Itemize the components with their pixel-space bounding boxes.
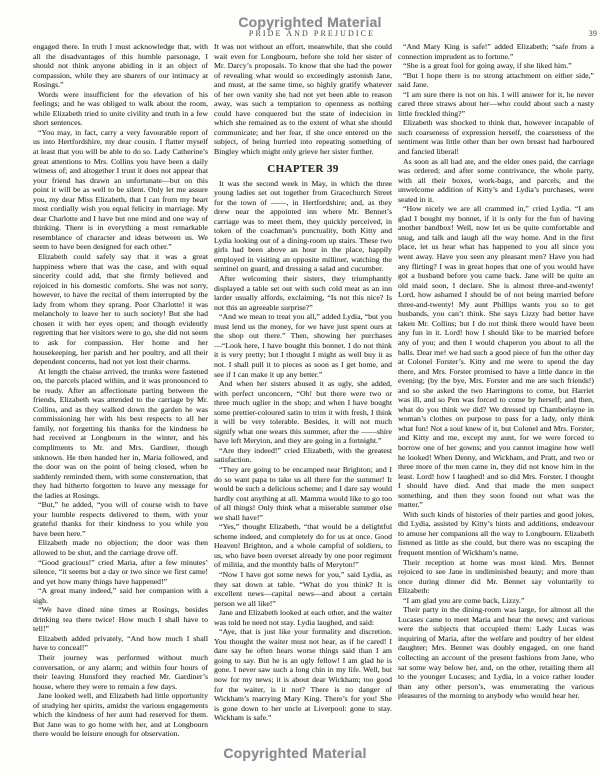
paragraph: “Yes,” thought Elizabeth, “that would be a delightful scheme indeed, and completely do for us at once. Good Heaven! Brighton, and a whole campful of soldiers, to us, who have been overset already by one poor regiment of militia, and the monthly balls of Meryton!”	[214, 522, 392, 570]
paragraph: It was the second week in May, in which the three young ladies set out together from Gracechurch Street for the town of ——, in Hertfordshire; and, as they drew near the appointed inn where Mr. Bennet’s carriage was to meet them, they quickly perceived, in token of the coachman’s punctuality, both Kitty and Lydia looking out of a dining-room up stairs. These two girls had been above an hour in the place, happily employed in visiting an opposite milliner, watching the sentinel on guard, and dressing a salad and cucumber.	[214, 178, 392, 274]
paragraph: Jane looked well, and Elizabeth had little opportunity of studying her spirits, amidst the various engagements which the kindness of her aunt had reserved for them. But Jane was to go home with her, and at Longbourn there would be leisure enough for observation.	[33, 691, 208, 739]
paragraph: Words were insufficient for the elevation of his feelings; and he was obliged to walk about the room, while Elizabeth tried to unite civility and truth in a few short sentences.	[33, 89, 208, 128]
paragraph: And when her sisters abused it as ugly, she added, with perfect unconcern, “Oh! but there were two or three much uglier in the shop; and when I have bought some prettier-coloured satin to trim it with fresh, I think it will be very tolerable. Besides, it will not much signify what one wears this summer, after the ——shire have left Meryton, and they are going in a fortnight.”	[214, 379, 392, 446]
paragraph: Their party in the dining-room was large, for almost all the Lucases came to meet Maria and hear the news; and various were the subjects that occupied them: Lady Lucas was inquiring of Maria, after the welfare and poultry of her eldest daughter; Mrs. Bennet was doubly engaged, on one hand collecting an account of the present fashions from Jane, who sat some way below her, and, on the other, retailing them all to the younger Lucases; and Lydia, in a voice rather louder than any other person’s, was enumerating the various pleasures of the morning to anybody who would hear her.	[398, 605, 594, 701]
paragraph: “I am sure there is not on his. I will answer for it, he never cared three straws about her—who could about such a nasty little freckled thing?”	[398, 89, 594, 118]
chapter-heading: CHAPTER 39	[267, 162, 339, 175]
paragraph: Elizabeth was shocked to think that, however incapable of such coarseness of expression herself, the coarseness of the sentiment was little other than her own breast had harboured and fancied liberal!	[398, 118, 594, 157]
paragraph: “Now I have got some news for you,” said Lydia, as they sat down at table. “What do you think? It is excellent news—capital news—and about a certain person we all like!”	[214, 569, 392, 608]
paragraph: With such kinds of histories of their parties and good jokes, did Lydia, assisted by Kitty’s hints and additions, endeavour to amuse her companions all the way to Longbourn. Elizabeth listened as little as she could, but there was no escaping the frequent mention of Wickham’s name.	[398, 509, 594, 557]
paragraph: “Aye, that is just like your formality and discretion. You thought the waiter must not hear, as if he cared! I dare say he often hears worse things said than I am going to say. But he is an ugly fellow! I am glad he is gone. I never saw such a long chin in my life. Well, but now for my news; it is about dear Wickham; too good for the waiter, is it not? There is no danger of Wickham’s marrying Mary King. There’s for you! She is gone down to her uncle at Liverpool: gone to stay. Wickham is safe.”	[214, 627, 392, 723]
copyright-watermark-bottom: Copyrighted Material	[223, 745, 367, 761]
paragraph: engaged there. In truth I must acknowledge that, with all the disadvantages of this humble parsonage, I should not think anyone abiding in it an object of compassion, while they are sharers of our intimacy at Rosings.”	[33, 42, 208, 90]
column-2-bottom	[214, 179, 392, 723]
paragraph: “Are they indeed!” cried Elizabeth, with the greatest satisfaction.	[214, 445, 392, 465]
paragraph: “She is a great fool for going away, if she liked him.”	[403, 61, 572, 71]
paragraph: It was not without an effort, meanwhile, that she could wait even for Longbourn, before she told her sister of Mr. Darcy’s proposals. To know that she had the power of revealing what would so exceedingly astonish Jane, and must, at the same time, so highly gratify whatever of her own vanity she had not yet been able to reason away, was such a temptation to openness as nothing could have conquered but the state of indecision in which she remained as to the extent of what she should communicate; and her fear, if she once entered on the subject, of being hurried into repeating something of Bingley which might only grieve her sister further.	[214, 42, 392, 157]
paragraph: “Good gracious!” cried Maria, after a few minutes’ silence, “it seems but a day or two since we first came! and yet how many things have happened!”	[33, 557, 208, 586]
paragraph: Jane and Elizabeth looked at each other, and the waiter was told he need not stay. Lydia laughed, and said:	[214, 608, 392, 627]
paragraph: “A great many indeed,” said her companion with a sigh.	[33, 586, 208, 605]
paragraph: Elizabeth made no objection; the door was then allowed to be shut, and the carriage drove off.	[33, 538, 208, 557]
paragraph: Elizabeth added privately, “And how much I shall have to conceal!”	[33, 633, 208, 653]
text-columns	[33, 42, 594, 748]
paragraph: As soon as all had ate, and the elder ones paid, the carriage was ordered; and after some contrivance, the whole party, with all their boxes, work-bags, and parcels, and the unwelcome addition of Kitty’s and Lydia’s purchases, were seated in it.	[398, 156, 594, 204]
paragraph: Their journey was performed without much conversation, or any alarm; and within four hours of their leaving Hunsford they reached Mr. Gardiner’s house, where they were to remain a few days.	[33, 653, 208, 691]
paragraph: “But I hope there is no strong attachment on either side,” said Jane.	[398, 70, 594, 90]
paragraph: Their reception at home was most kind. Mrs. Bennet rejoiced to see Jane in undiminished beauty; and more than once during dinner did Mr. Bennet say voluntarily to Elizabeth:	[398, 557, 594, 596]
paragraph: “How nicely we are all crammed in,” cried Lydia. “I am glad I bought my bonnet, if it is only for the fun of having another bandbox! Well, now let us be quite comfortable and snug, and talk and laugh all the way home. And in the first place, let us hear what has happened to you all since you went away. Have you seen any pleasant men? Have you had any flirting? I was in great hopes that one of you would have got a husband before you came back. Jane will be quite an old maid soon, I declare. She is almost three-and-twenty! Lord, how ashamed I should be of not being married before three-and-twenty! My aunt Phillips wants you so to get husbands, you can’t think. She says Lizzy had better have taken Mr. Collins; but I do not think there would have been any fun in it. Lord! how I should like to be married before any of you; and then I would chaperon you about to all the balls. Dear me! we had such a good piece of fun the other day at Colonel Forster’s. Kitty and me were to spend the day there, and Mrs. Forster promised to have a little dance in the evening; (by the bye, Mrs. Forster and me are such friends!) and so she asked the two Harringtons to come, but Harriet was ill, and so Pen was forced to come by herself; and then, what do you think we did? We dressed up Chamberlayne in woman’s clothes on purpose to pass for a lady, only think what fun! Not a soul knew of it, but Colonel and Mrs. Forster, and Kitty and me, except my aunt, for we were forced to borrow one of her gowns; and you cannot imagine how well he looked! When Denny, and Wickham, and Pratt, and two or three more of the men came in, they did not know him in the least. Lord! how I laughed! and so did Mrs. Forster. I thought I should have died. And that made the men suspect something, and then they soon found out what was the matter.”	[398, 204, 594, 510]
paragraph: “And we mean to treat you all,” added Lydia, “but you must lend us the money, for we have just spent ours at the shop out there.” Then, showing her purchases—“Look here, I have bought this bonnet. I do not think it is very pretty; but I thought I might as well buy it as not. I shall pull it to pieces as soon as I get home, and see if I can make it up any better.”	[214, 312, 392, 379]
paragraph: “I am glad you are come back, Lizzy.”	[403, 595, 525, 605]
column-2	[214, 42, 392, 748]
running-header-title: PRIDE AND PREJUDICE	[248, 29, 376, 38]
paragraph: After welcoming their sisters, they triumphantly displayed a table set out with such cold meat as an inn larder usually affords, exclaiming, “Is not this nice? Is not this an agreeable surprise?”	[214, 274, 392, 312]
copyright-watermark-top: Copyrighted Material	[238, 14, 382, 30]
column-1	[33, 42, 208, 748]
paragraph: At length the chaise arrived, the trunks were fastened on, the parcels placed within, and it was pronounced to be ready. After an affectionate parting between the friends, Elizabeth was attended to the carriage by Mr. Collins, and as they walked down the garden he was commissioning her with his best respects to all her family, not forgetting his thanks for the kindness he had received at Longbourn in the winter, and his compliments to Mr. and Mrs. Gardiner, though unknown. He then handed her in, Maria followed, and the door was on the point of being closed, when he suddenly reminded them, with some consternation, that they had hitherto forgotten to leave any message for the ladies at Rosings.	[33, 366, 208, 500]
page-number: 39	[588, 28, 597, 38]
paragraph: “You may, in fact, carry a very favourable report of us into Hertfordshire, my dear cousin. I flatter myself at least that you will be able to do so. Lady Catherine’s great attentions to Mrs. Collins you have been a daily witness of; and altogether I trust it does not appear that your friend has drawn an unfortunate—but on this point it will be as well to be silent. Only let me assure you, my dear Miss Elizabeth, that I can from my heart most cordially wish you equal felicity in marriage. My dear Charlotte and I have but one mind and one way of thinking. There is in everything a most remarkable resemblance of character and ideas between us. We seem to have been designed for each other.”	[33, 127, 208, 252]
paragraph: Elizabeth could safely say that it was a great happiness where that was the case, and with equal sincerity could add, that she firmly believed and rejoiced in his domestic comforts. She was not sorry, however, to have the recital of them interrupted by the lady from whom they sprang. Poor Charlotte! it was melancholy to leave her to such society! But she had chosen it with her eyes open; and though evidently regretting that her visitors were to go, she did not seem to ask for compassion. Her home and her housekeeping, her parish and her poultry, and all their dependent concerns, had not yet lost their charms.	[33, 252, 208, 367]
column-2-top	[214, 42, 392, 157]
column-3	[398, 42, 594, 748]
paragraph: “But,” he added, “you will of course wish to have your humble respects delivered to them, with your grateful thanks for their kindness to you while you have been here.”	[33, 500, 208, 538]
paragraph: “And Mary King is safe!” added Elizabeth; “safe from a connection imprudent as to fortune.”	[398, 42, 594, 61]
paragraph: “We have dined nine times at Rosings, besides drinking tea there twice! How much I shall have to tell!”	[33, 605, 208, 634]
paragraph: “They are going to be encamped near Brighton; and I do so want papa to take us all there for the summer! It would be such a delicious scheme; and I dare say would hardly cost anything at all. Mamma would like to go too of all things! Only think what a miserable summer else we shall have!”	[214, 464, 392, 522]
